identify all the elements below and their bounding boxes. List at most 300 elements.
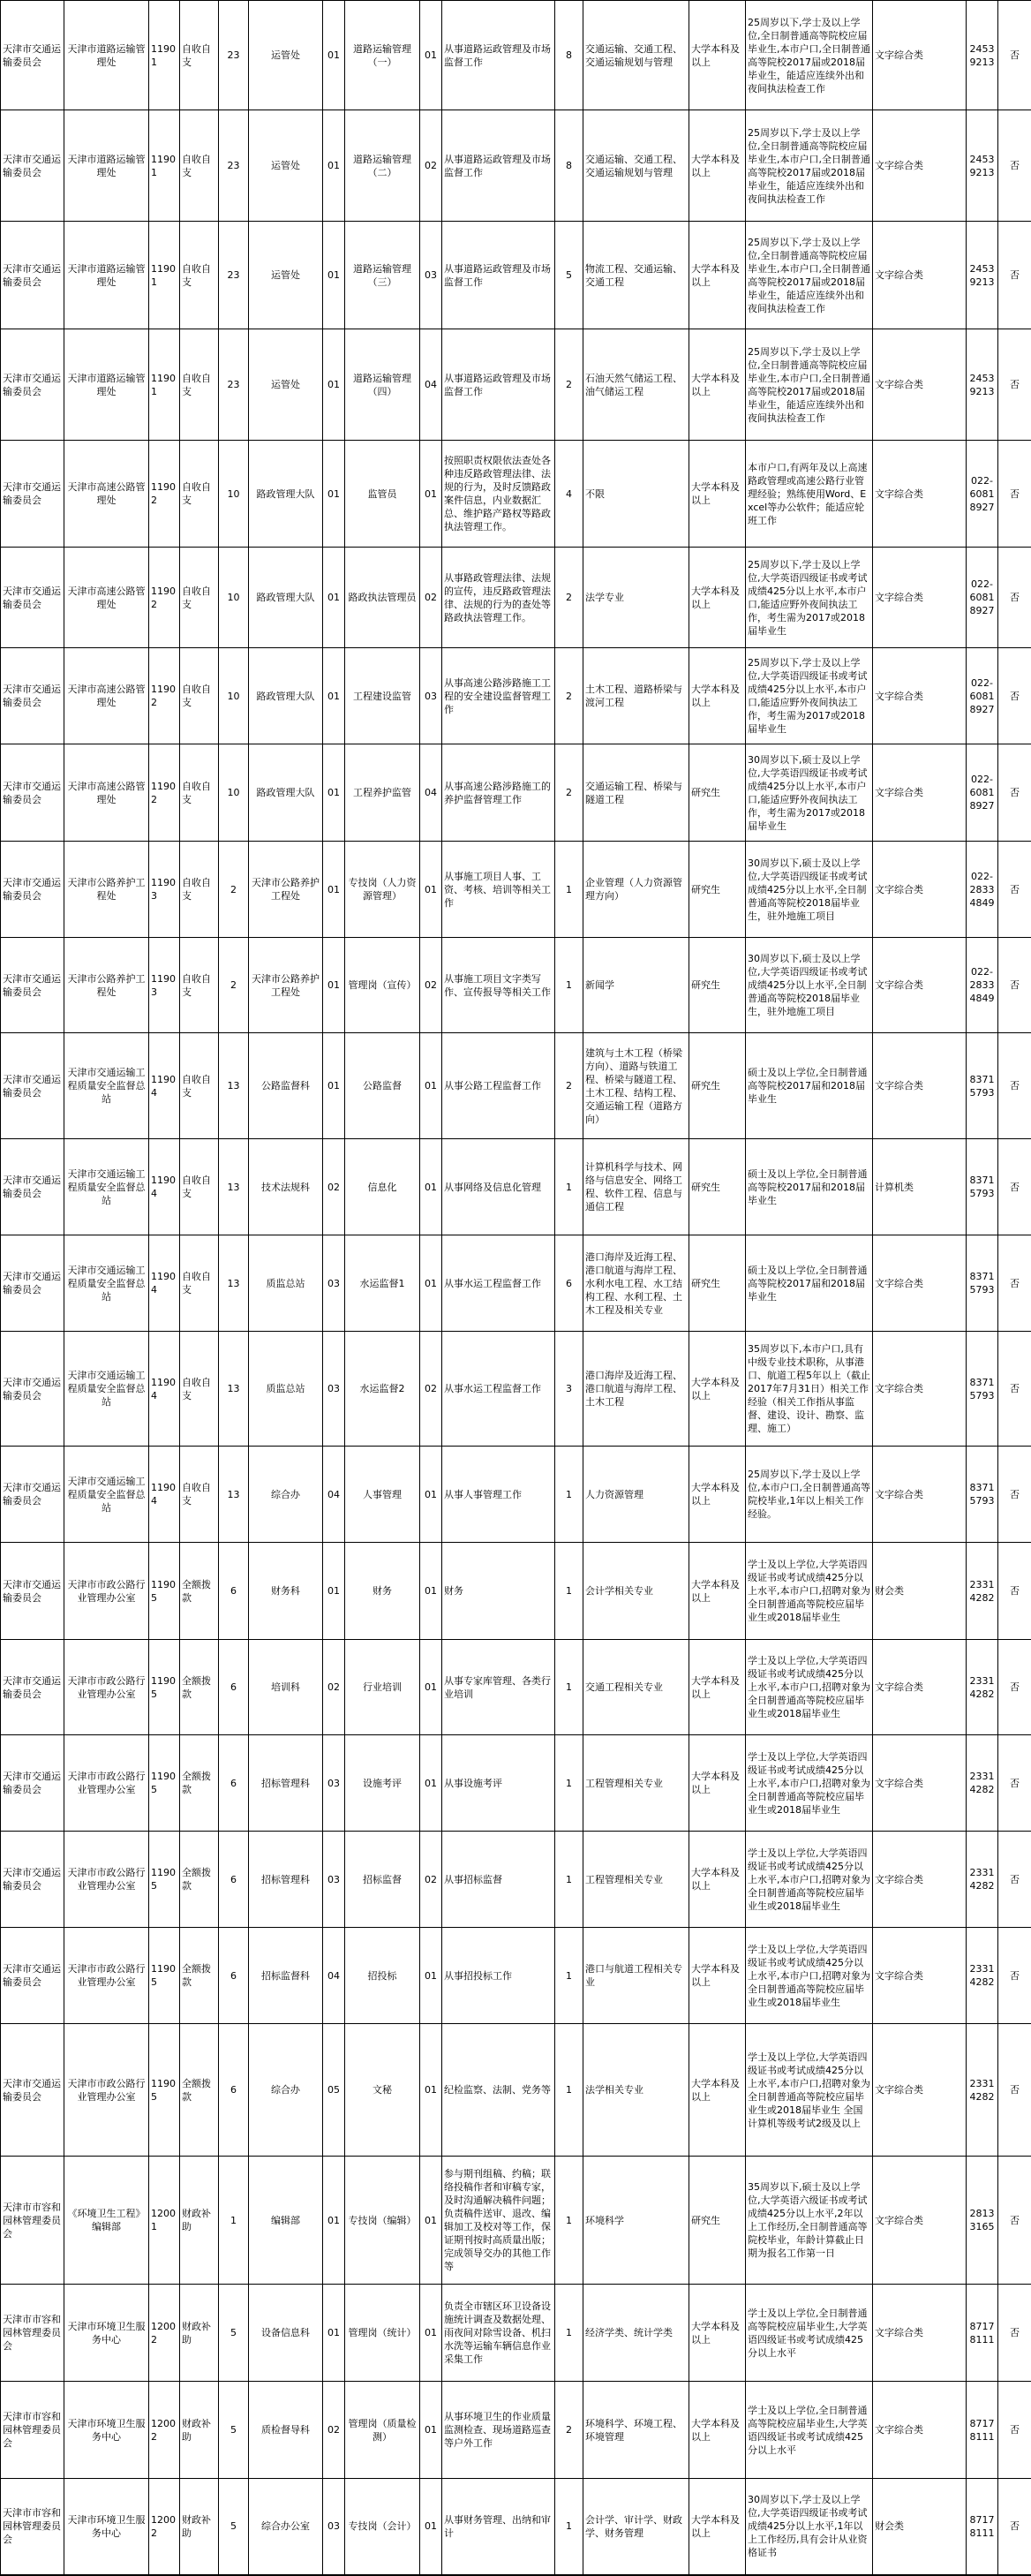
major-cell: 工程管理相关专业 — [583, 1735, 689, 1832]
exam-category-cell: 文字综合类 — [873, 222, 967, 329]
total-quota-cell: 1 — [219, 2157, 249, 2285]
employer-cell: 天津市市政公路行业管理办公室 — [64, 1928, 149, 2024]
major-cell: 交通运输、交通工程、交通运输规划与管理 — [583, 1, 689, 110]
major-cell: 企业管理（人力资源管理方向） — [583, 842, 689, 938]
headcount-cell: 2 — [555, 548, 583, 648]
requirements-cell: 学士及以上学位,大学英语四级证书或考试成绩425分以上水平,本市户口,招聘对象为全日制普通高等院校应届毕业生或2018届毕业生 — [746, 1832, 873, 1928]
requirements-cell: 25周岁以下,学士及以上学位,全日制普通高等院校应届毕业生,本市户口,全日制普通高等院校2017届或2018届毕业生，能适应连续外出和夜间执法检查工作 — [746, 1, 873, 110]
requirements-cell: 学士及以上学位,大学英语四级证书或考试成绩425分以上水平,本市户口,招聘对象为全日制普通高等院校应届毕业生或2018届毕业生 — [746, 1543, 873, 1640]
post-name-cell: 行业培训 — [345, 1640, 420, 1735]
requirements-cell: 硕士及以上学位,全日制普通高等院校2017届和2018届毕业生 — [746, 1033, 873, 1139]
contact-phone-cell: 022-28334849 — [967, 842, 998, 938]
major-cell: 人力资源管理 — [583, 1447, 689, 1543]
total-quota-cell: 13 — [219, 1235, 249, 1332]
headcount-cell: 2 — [555, 329, 583, 441]
requirements-cell: 学士及以上学位,大学英语四级证书或考试成绩425分以上水平,本市户口,招聘对象为全日制普通高等院校应届毕业生或2018届毕业生 — [746, 1928, 873, 2024]
employer-cell: 天津市高速公路管理处 — [64, 648, 149, 744]
exam-category-cell: 文字综合类 — [873, 1640, 967, 1735]
education-cell: 大学本科及以上 — [689, 1928, 746, 2024]
total-quota-cell: 23 — [219, 1, 249, 110]
department-cell: 天津市交通运输委员会 — [1, 1928, 64, 2024]
job-description-cell: 从事施工项目文字类写作、宣传报导等相关工作 — [442, 938, 555, 1033]
department-cell: 天津市交通运输委员会 — [1, 1735, 64, 1832]
remark-cell: 否 — [998, 2382, 1031, 2479]
job-description-cell: 从事网络及信息化管理 — [442, 1139, 555, 1235]
funding-type-cell: 自收自支 — [180, 548, 219, 648]
exam-category-cell: 文字综合类 — [873, 441, 967, 548]
post-unit-cell: 招标管理科 — [249, 1832, 323, 1928]
employer-code-cell: 11904 — [149, 1139, 180, 1235]
post-name-cell: 人事管理 — [345, 1447, 420, 1543]
education-cell: 研究生 — [689, 938, 746, 1033]
post-code-cell: 02 — [420, 938, 442, 1033]
department-cell: 天津市交通运输委员会 — [1, 1543, 64, 1640]
job-description-cell: 从事环境卫生的作业质量监测检查、现场道路巡查等户外工作 — [442, 2382, 555, 2479]
unit-code-cell: 01 — [323, 938, 345, 1033]
remark-cell: 否 — [998, 2479, 1031, 2575]
job-description-cell: 从事施工项目人事、工资、考核、培训等相关工作 — [442, 842, 555, 938]
remark-cell: 否 — [998, 441, 1031, 548]
headcount-cell: 1 — [555, 1928, 583, 2024]
unit-code-cell: 02 — [323, 2382, 345, 2479]
post-unit-cell: 质检督导科 — [249, 2382, 323, 2479]
funding-type-cell: 全额拨款 — [180, 2024, 219, 2157]
exam-category-cell: 文字综合类 — [873, 1447, 967, 1543]
total-quota-cell: 2 — [219, 938, 249, 1033]
total-quota-cell: 13 — [219, 1447, 249, 1543]
contact-phone-cell: 83715793 — [967, 1139, 998, 1235]
post-name-cell: 专技岗（编辑） — [345, 2157, 420, 2285]
post-code-cell: 01 — [420, 2157, 442, 2285]
education-cell: 大学本科及以上 — [689, 648, 746, 744]
headcount-cell: 1 — [555, 1735, 583, 1832]
post-name-cell: 财务 — [345, 1543, 420, 1640]
requirements-cell: 35周岁以下,硕士及以上学位,大学英语六级证书或考试成绩425分以上水平,2年以上工作经历,全日制普通高等院校毕业，年龄计算截止日期为报名工作第一日 — [746, 2157, 873, 2285]
requirements-cell: 学士及以上学位,全日制普通高等院校应届毕业生,大学英语四级证书或考试成绩425分以上水平 — [746, 2382, 873, 2479]
total-quota-cell: 5 — [219, 2479, 249, 2575]
contact-phone-cell: 23314282 — [967, 1640, 998, 1735]
exam-category-cell: 文字综合类 — [873, 744, 967, 842]
requirements-cell: 25周岁以下,学士及以上学位,本市户口,全日制普通高等院校毕业,1年以上相关工作经验。 — [746, 1447, 873, 1543]
employer-code-cell: 12002 — [149, 2479, 180, 2575]
department-cell: 天津市交通运输委员会 — [1, 441, 64, 548]
requirements-cell: 35周岁以下,本市户口,具有中级专业技术职称，从事港口、航道工程5年以上（截止2017年7月31日）相关工作经验（相关工作指从事监督、建设、设计、勘察、监理、施工） — [746, 1332, 873, 1447]
contact-phone-cell: 23314282 — [967, 1928, 998, 2024]
employer-cell: 天津市交通运输工程质量安全监督总站 — [64, 1447, 149, 1543]
exam-category-cell: 财会类 — [873, 2479, 967, 2575]
education-cell: 大学本科及以上 — [689, 2479, 746, 2575]
employer-cell: 天津市道路运输管理处 — [64, 110, 149, 222]
funding-type-cell: 全额拨款 — [180, 1735, 219, 1832]
headcount-cell: 1 — [555, 1447, 583, 1543]
funding-type-cell: 自收自支 — [180, 110, 219, 222]
exam-category-cell: 财会类 — [873, 1543, 967, 1640]
total-quota-cell: 6 — [219, 1640, 249, 1735]
post-code-cell: 01 — [420, 1735, 442, 1832]
department-cell: 天津市交通运输委员会 — [1, 938, 64, 1033]
post-unit-cell: 路政管理大队 — [249, 648, 323, 744]
funding-type-cell: 自收自支 — [180, 1332, 219, 1447]
headcount-cell: 2 — [555, 744, 583, 842]
table-row — [1, 222, 1031, 329]
post-code-cell: 03 — [420, 648, 442, 744]
job-description-cell: 从事公路工程监督工作 — [442, 1033, 555, 1139]
education-cell: 大学本科及以上 — [689, 1640, 746, 1735]
job-description-cell: 从事路政管理法律、法规的宣传，违反路政管理法律、法规的行为的查处等路政执法管理工作。 — [442, 548, 555, 648]
table-row — [1, 2382, 1031, 2479]
headcount-cell: 1 — [555, 1640, 583, 1735]
unit-code-cell: 05 — [323, 2024, 345, 2157]
table-row — [1, 1, 1031, 110]
department-cell: 天津市交通运输委员会 — [1, 744, 64, 842]
post-unit-cell: 天津市公路养护工程处 — [249, 842, 323, 938]
education-cell: 研究生 — [689, 1033, 746, 1139]
employer-cell: 天津市高速公路管理处 — [64, 441, 149, 548]
table-body — [1, 1, 1031, 2575]
employer-cell: 天津市市政公路行业管理办公室 — [64, 1543, 149, 1640]
post-unit-cell: 运管处 — [249, 329, 323, 441]
unit-code-cell: 03 — [323, 1332, 345, 1447]
total-quota-cell: 10 — [219, 548, 249, 648]
exam-category-cell: 文字综合类 — [873, 1928, 967, 2024]
job-description-cell: 从事高速公路涉路施工工程的安全建设监督管理工作 — [442, 648, 555, 744]
post-unit-cell: 质监总站 — [249, 1235, 323, 1332]
department-cell: 天津市市容和园林管理委员会 — [1, 2382, 64, 2479]
major-cell: 工程管理相关专业 — [583, 1832, 689, 1928]
major-cell: 港口海岸及近海工程、港口航道与海岸工程、水利水电工程、水工结构工程、水利工程、土木工程及相关专业 — [583, 1235, 689, 1332]
employer-cell: 天津市高速公路管理处 — [64, 548, 149, 648]
education-cell: 研究生 — [689, 744, 746, 842]
unit-code-cell: 03 — [323, 1832, 345, 1928]
job-description-cell: 参与期刊组稿、约稿；联络投稿作者和审稿专家，及时沟通解决稿件问题；负责稿件送审、退改、编辑加工及校对等工作，保证期刊按时高质量出版；完成领导交办的其他工作等 — [442, 2157, 555, 2285]
post-unit-cell: 公路监督科 — [249, 1033, 323, 1139]
post-unit-cell: 技术法规科 — [249, 1139, 323, 1235]
job-description-cell: 从事道路运政管理及市场监督工作 — [442, 222, 555, 329]
post-name-cell: 工程养护监管 — [345, 744, 420, 842]
remark-cell: 否 — [998, 110, 1031, 222]
major-cell: 石油天然气储运工程、油气储运工程 — [583, 329, 689, 441]
post-name-cell: 道路运输管理（二） — [345, 110, 420, 222]
remark-cell: 否 — [998, 1447, 1031, 1543]
funding-type-cell: 自收自支 — [180, 744, 219, 842]
post-unit-cell: 路政管理大队 — [249, 548, 323, 648]
education-cell: 大学本科及以上 — [689, 1832, 746, 1928]
contact-phone-cell: 87178111 — [967, 2382, 998, 2479]
education-cell: 大学本科及以上 — [689, 441, 746, 548]
requirements-cell: 学士及以上学位,大学英语四级证书或考试成绩425分以上水平,本市户口,招聘对象为全日制普通高等院校应届毕业生或2018届毕业生 全国计算机等级考试2级及以上 — [746, 2024, 873, 2157]
unit-code-cell: 02 — [323, 1139, 345, 1235]
exam-category-cell: 文字综合类 — [873, 2024, 967, 2157]
employer-code-cell: 11905 — [149, 1832, 180, 1928]
unit-code-cell: 01 — [323, 744, 345, 842]
employer-code-cell: 12001 — [149, 2157, 180, 2285]
contact-phone-cell: 24539213 — [967, 222, 998, 329]
contact-phone-cell: 23314282 — [967, 1832, 998, 1928]
post-unit-cell: 综合办公室 — [249, 2479, 323, 2575]
contact-phone-cell: 022-60818927 — [967, 548, 998, 648]
post-code-cell: 01 — [420, 441, 442, 548]
contact-phone-cell: 87178111 — [967, 2285, 998, 2382]
employer-cell: 天津市市政公路行业管理办公室 — [64, 1735, 149, 1832]
requirements-cell: 30周岁以下,硕士及以上学位,大学英语四级证书或考试成绩425分以上水平,全日制普通高等院校2018届毕业生，驻外地施工项目 — [746, 938, 873, 1033]
department-cell: 天津市交通运输委员会 — [1, 648, 64, 744]
employer-code-cell: 11902 — [149, 744, 180, 842]
remark-cell: 否 — [998, 744, 1031, 842]
table-row — [1, 2285, 1031, 2382]
unit-code-cell: 01 — [323, 1543, 345, 1640]
post-unit-cell: 招标管理科 — [249, 1735, 323, 1832]
post-code-cell: 01 — [420, 1, 442, 110]
table-row — [1, 842, 1031, 938]
requirements-cell: 硕士及以上学位,全日制普通高等院校2017届和2018届毕业生 — [746, 1235, 873, 1332]
total-quota-cell: 6 — [219, 1832, 249, 1928]
exam-category-cell: 文字综合类 — [873, 329, 967, 441]
post-code-cell: 02 — [420, 110, 442, 222]
post-name-cell: 招标监督 — [345, 1832, 420, 1928]
headcount-cell: 1 — [555, 2024, 583, 2157]
post-unit-cell: 路政管理大队 — [249, 744, 323, 842]
contact-phone-cell: 022-60818927 — [967, 441, 998, 548]
job-description-cell: 从事招标监督 — [442, 1832, 555, 1928]
contact-phone-cell: 23314282 — [967, 1735, 998, 1832]
headcount-cell: 3 — [555, 1332, 583, 1447]
post-code-cell: 01 — [420, 1033, 442, 1139]
post-unit-cell: 设备信息科 — [249, 2285, 323, 2382]
table-row — [1, 1543, 1031, 1640]
funding-type-cell: 自收自支 — [180, 1, 219, 110]
unit-code-cell: 02 — [323, 1640, 345, 1735]
job-description-cell: 负责全市辖区环卫设备设施统计调查及数据处理、雨夜间对除雪设备、机扫水洗等运输车辆信息作业采集工作 — [442, 2285, 555, 2382]
department-cell: 天津市交通运输委员会 — [1, 548, 64, 648]
employer-cell: 天津市市政公路行业管理办公室 — [64, 2024, 149, 2157]
major-cell: 港口与航道工程相关专业 — [583, 1928, 689, 2024]
major-cell: 法学相关专业 — [583, 2024, 689, 2157]
requirements-cell: 25周岁以下,学士及以上学位,全日制普通高等院校应届毕业生,本市户口,全日制普通高等院校2017届或2018届毕业生，能适应连续外出和夜间执法检查工作 — [746, 329, 873, 441]
remark-cell: 否 — [998, 1928, 1031, 2024]
employer-code-cell: 11904 — [149, 1447, 180, 1543]
education-cell: 大学本科及以上 — [689, 1, 746, 110]
funding-type-cell: 自收自支 — [180, 842, 219, 938]
contact-phone-cell: 87178111 — [967, 2479, 998, 2575]
employer-cell: 天津市市政公路行业管理办公室 — [64, 1640, 149, 1735]
post-code-cell: 01 — [420, 842, 442, 938]
funding-type-cell: 财政补助 — [180, 2157, 219, 2285]
headcount-cell: 4 — [555, 441, 583, 548]
major-cell: 不限 — [583, 441, 689, 548]
education-cell: 大学本科及以上 — [689, 2382, 746, 2479]
post-name-cell: 路政执法管理员 — [345, 548, 420, 648]
total-quota-cell: 5 — [219, 2382, 249, 2479]
post-unit-cell: 综合办 — [249, 2024, 323, 2157]
contact-phone-cell: 83715793 — [967, 1235, 998, 1332]
employer-cell: 天津市市政公路行业管理办公室 — [64, 1832, 149, 1928]
major-cell: 法学专业 — [583, 548, 689, 648]
post-unit-cell: 天津市公路养护工程处 — [249, 938, 323, 1033]
remark-cell: 否 — [998, 1832, 1031, 1928]
remark-cell: 否 — [998, 1640, 1031, 1735]
contact-phone-cell: 83715793 — [967, 1447, 998, 1543]
post-code-cell: 01 — [420, 2479, 442, 2575]
employer-cell: 天津市交通运输工程质量安全监督总站 — [64, 1033, 149, 1139]
unit-code-cell: 01 — [323, 329, 345, 441]
post-unit-cell: 编辑部 — [249, 2157, 323, 2285]
requirements-cell: 25周岁以下,学士及以上学位,大学英语四级证书或考试成绩425分以上水平,本市户口,能适应野外夜间执法工作，考生需为2017或2018届毕业生 — [746, 548, 873, 648]
department-cell: 天津市交通运输委员会 — [1, 1, 64, 110]
requirements-cell: 硕士及以上学位,全日制普通高等院校2017届和2018届毕业生 — [746, 1139, 873, 1235]
remark-cell: 否 — [998, 222, 1031, 329]
table-row — [1, 648, 1031, 744]
total-quota-cell: 10 — [219, 441, 249, 548]
post-code-cell: 01 — [420, 1640, 442, 1735]
headcount-cell: 1 — [555, 1832, 583, 1928]
department-cell: 天津市交通运输委员会 — [1, 222, 64, 329]
exam-category-cell: 文字综合类 — [873, 2382, 967, 2479]
requirements-cell: 30周岁以下,学士及以上学位,大学英语四级证书或考试成绩425分以上水平,1年以上工作经历,具有会计从业资格证书 — [746, 2479, 873, 2575]
department-cell: 天津市交通运输委员会 — [1, 1447, 64, 1543]
unit-code-cell: 01 — [323, 1033, 345, 1139]
employer-code-cell: 11903 — [149, 938, 180, 1033]
requirements-cell: 学士及以上学位,大学英语四级证书或考试成绩425分以上水平,本市户口,招聘对象为全日制普通高等院校应届毕业生或2018届毕业生 — [746, 1640, 873, 1735]
employer-cell: 天津市环境卫生服务中心 — [64, 2285, 149, 2382]
employer-code-cell: 12002 — [149, 2382, 180, 2479]
major-cell: 新闻学 — [583, 938, 689, 1033]
contact-phone-cell: 28133165 — [967, 2157, 998, 2285]
table-row — [1, 1139, 1031, 1235]
education-cell: 大学本科及以上 — [689, 1447, 746, 1543]
unit-code-cell: 03 — [323, 1735, 345, 1832]
employer-cell: 天津市道路运输管理处 — [64, 222, 149, 329]
unit-code-cell: 01 — [323, 648, 345, 744]
job-description-cell: 按照职责权限依法查处各种违反路政管理法律、法规的行为，及时反馈路政案件信息，内业数据汇总、维护路产路权等路政执法管理工作。 — [442, 441, 555, 548]
education-cell: 大学本科及以上 — [689, 2024, 746, 2157]
post-code-cell: 01 — [420, 2382, 442, 2479]
exam-category-cell: 文字综合类 — [873, 1033, 967, 1139]
education-cell: 大学本科及以上 — [689, 1735, 746, 1832]
employer-cell: 天津市环境卫生服务中心 — [64, 2382, 149, 2479]
remark-cell: 否 — [998, 2024, 1031, 2157]
headcount-cell: 1 — [555, 2285, 583, 2382]
employer-cell: 天津市交通运输工程质量安全监督总站 — [64, 1139, 149, 1235]
requirements-cell: 25周岁以下,学士及以上学位,大学英语四级证书或考试成绩425分以上水平,本市户口,能适应野外夜间执法工作，考生需为2017或2018届毕业生 — [746, 648, 873, 744]
total-quota-cell: 10 — [219, 648, 249, 744]
post-code-cell: 03 — [420, 222, 442, 329]
contact-phone-cell: 24539213 — [967, 329, 998, 441]
exam-category-cell: 文字综合类 — [873, 2157, 967, 2285]
requirements-cell: 学士及以上学位,大学英语四级证书或考试成绩425分以上水平,本市户口,招聘对象为全日制普通高等院校应届毕业生或2018届毕业生 — [746, 1735, 873, 1832]
remark-cell: 否 — [998, 842, 1031, 938]
total-quota-cell: 13 — [219, 1139, 249, 1235]
headcount-cell: 2 — [555, 2382, 583, 2479]
employer-code-cell: 11905 — [149, 1928, 180, 2024]
exam-category-cell: 文字综合类 — [873, 1735, 967, 1832]
post-unit-cell: 运管处 — [249, 222, 323, 329]
post-name-cell: 公路监督 — [345, 1033, 420, 1139]
job-description-cell: 从事招投标工作 — [442, 1928, 555, 2024]
job-description-cell: 从事专家库管理、各类行业培训 — [442, 1640, 555, 1735]
table-row — [1, 548, 1031, 648]
department-cell: 天津市交通运输委员会 — [1, 2024, 64, 2157]
post-name-cell: 管理岗（统计） — [345, 2285, 420, 2382]
post-code-cell: 04 — [420, 329, 442, 441]
employer-code-cell: 11901 — [149, 110, 180, 222]
education-cell: 大学本科及以上 — [689, 548, 746, 648]
education-cell: 研究生 — [689, 1139, 746, 1235]
employer-code-cell: 11901 — [149, 1, 180, 110]
unit-code-cell: 03 — [323, 1235, 345, 1332]
post-code-cell: 01 — [420, 2024, 442, 2157]
table-row — [1, 1033, 1031, 1139]
contact-phone-cell: 24539213 — [967, 110, 998, 222]
exam-category-cell: 文字综合类 — [873, 938, 967, 1033]
job-description-cell: 财务 — [442, 1543, 555, 1640]
job-description-cell: 从事道路运政管理及市场监督工作 — [442, 110, 555, 222]
funding-type-cell: 全额拨款 — [180, 1543, 219, 1640]
employer-cell: 天津市高速公路管理处 — [64, 744, 149, 842]
table-row — [1, 2479, 1031, 2575]
education-cell: 大学本科及以上 — [689, 2285, 746, 2382]
employer-cell: 《环境卫生工程》编辑部 — [64, 2157, 149, 2285]
department-cell: 天津市交通运输委员会 — [1, 1235, 64, 1332]
remark-cell: 否 — [998, 648, 1031, 744]
table-row — [1, 1928, 1031, 2024]
post-unit-cell: 运管处 — [249, 1, 323, 110]
employer-code-cell: 11902 — [149, 548, 180, 648]
contact-phone-cell: 83715793 — [967, 1033, 998, 1139]
contact-phone-cell: 022-60818927 — [967, 744, 998, 842]
headcount-cell: 8 — [555, 1, 583, 110]
total-quota-cell: 13 — [219, 1033, 249, 1139]
table-row — [1, 110, 1031, 222]
department-cell: 天津市交通运输委员会 — [1, 1332, 64, 1447]
job-description-cell: 从事人事管理工作 — [442, 1447, 555, 1543]
remark-cell: 否 — [998, 938, 1031, 1033]
headcount-cell: 2 — [555, 648, 583, 744]
post-code-cell: 02 — [420, 548, 442, 648]
remark-cell: 否 — [998, 1332, 1031, 1447]
employer-code-cell: 12002 — [149, 2285, 180, 2382]
table-row — [1, 744, 1031, 842]
remark-cell: 否 — [998, 1235, 1031, 1332]
remark-cell: 否 — [998, 1735, 1031, 1832]
education-cell: 大学本科及以上 — [689, 110, 746, 222]
post-code-cell: 01 — [420, 1139, 442, 1235]
total-quota-cell: 6 — [219, 1928, 249, 2024]
table-row — [1, 1735, 1031, 1832]
education-cell: 大学本科及以上 — [689, 1332, 746, 1447]
department-cell: 天津市市容和园林管理委员会 — [1, 2479, 64, 2575]
total-quota-cell: 13 — [219, 1332, 249, 1447]
employer-code-cell: 11904 — [149, 1033, 180, 1139]
funding-type-cell: 自收自支 — [180, 648, 219, 744]
job-description-cell: 从事水运工程监督工作 — [442, 1332, 555, 1447]
major-cell: 环境科学 — [583, 2157, 689, 2285]
exam-category-cell: 文字综合类 — [873, 1832, 967, 1928]
employer-code-cell: 11905 — [149, 2024, 180, 2157]
major-cell: 经济学类、统计学类 — [583, 2285, 689, 2382]
table-row — [1, 1832, 1031, 1928]
post-name-cell: 管理岗（质量检测） — [345, 2382, 420, 2479]
table-row — [1, 1640, 1031, 1735]
funding-type-cell: 自收自支 — [180, 1139, 219, 1235]
table-row — [1, 441, 1031, 548]
employer-code-cell: 11901 — [149, 222, 180, 329]
total-quota-cell: 6 — [219, 2024, 249, 2157]
total-quota-cell: 23 — [219, 329, 249, 441]
job-description-cell: 从事道路运政管理及市场监督工作 — [442, 1, 555, 110]
department-cell: 天津市交通运输委员会 — [1, 1139, 64, 1235]
unit-code-cell: 04 — [323, 1928, 345, 2024]
contact-phone-cell: 23314282 — [967, 2024, 998, 2157]
